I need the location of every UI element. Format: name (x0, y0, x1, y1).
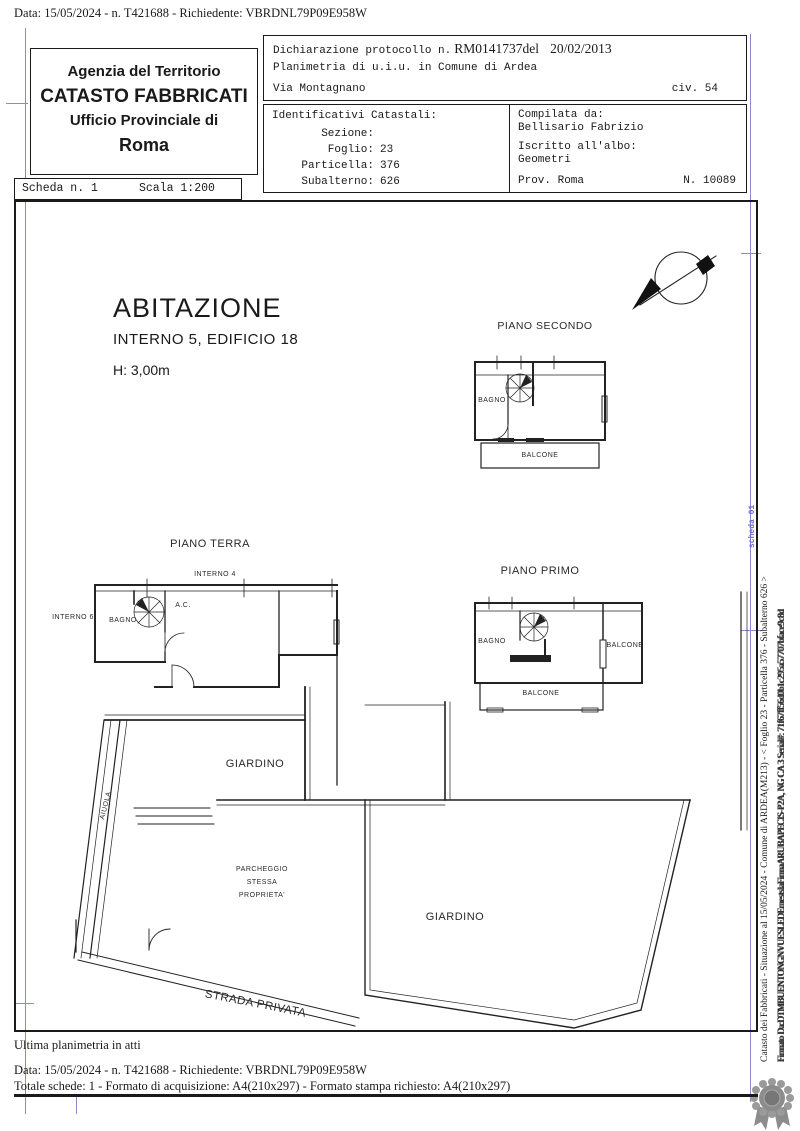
plan-subtitle: INTERNO 5, EDIFICIO 18 (113, 331, 299, 348)
footer-rule (14, 1094, 758, 1097)
agency-line-3: Ufficio Provinciale di (69, 112, 219, 130)
plan-title: ABITAZIONE (113, 293, 282, 323)
identifier-row-label: Sezione: (321, 128, 374, 140)
right-margin-signature-line: Firmato Da:DTMBUENTONGNVUESLEDErnestslaFirmaARUBAPECIS-P2A, NG CA 3 Serial#: 71f67ff56d0b1c295a57707bface9c8d (776, 609, 786, 1062)
registration-tick (6, 103, 28, 104)
identifier-row-label: Subalterno: (301, 176, 374, 188)
parcheggio-label-line1: PARCHEGGIO (236, 866, 288, 873)
declaration-civic: civ. 54 (671, 83, 718, 95)
interno-4-label: INTERNO 4 (194, 571, 236, 578)
agency-header-box (30, 48, 258, 175)
bagno-secondo-label: BAGNO (478, 397, 506, 404)
compiler-prov: Prov. Roma (518, 175, 585, 187)
piano-primo-label: PIANO PRIMO (500, 565, 580, 577)
scheda-scala-bar (14, 178, 242, 200)
footer-line-2: Data: 15/05/2024 - n. T421688 - Richiedente: VBRDNL79P09E958W (14, 1063, 367, 1077)
top-meta-line: Data: 15/05/2024 - n. T421688 - Richiedente: VBRDNL79P09E958W (14, 6, 367, 20)
agency-line-4: Roma (118, 135, 169, 156)
compiler-box (509, 104, 747, 193)
identifier-row-label: Particella: (301, 160, 374, 172)
gate-arc-icon (149, 929, 170, 950)
signature-seal-icon (746, 1076, 798, 1131)
scala-value: Scala 1:200 (139, 182, 215, 195)
declaration-box (263, 35, 747, 101)
strada-privata-label: STRADA PRIVATA (203, 988, 308, 1020)
door-arc-icon (165, 633, 184, 652)
giardino-upper-label: GIARDINO (225, 758, 285, 770)
door-arc-icon (493, 424, 508, 439)
scheda-number: Scheda n. 1 (22, 182, 98, 195)
footer-line-1: Ultima planimetria in atti (14, 1038, 141, 1052)
balcone-secondo-label: BALCONE (521, 452, 559, 459)
bagno-primo-label: BAGNO (478, 638, 506, 645)
identifiers-title: Identificativi Catastali: (272, 110, 438, 122)
aiuola-label: AIUOLA (99, 790, 113, 821)
agency-line-2: CATASTO FABBRICATI (40, 85, 248, 107)
agency-line-1: Agenzia del Territorio (67, 63, 221, 80)
compiler-number: N. 10089 (683, 175, 736, 187)
identifier-row-value: 23 (380, 144, 394, 156)
right-margin-situation-line: Catasto dei Fabbricati - Situazione al 15/05/2024 - Comune di ARDEA(M213) - < Foglio 23 - Particella 376 - Subalterno 626 > (760, 576, 770, 1062)
declaration-line-2: Planimetria di u.i.u. in Comune di Ardea (273, 62, 538, 74)
balcone-primo-right-label: BALCONE (606, 642, 644, 649)
footer-line-3: Totale schede: 1 - Formato di acquisizione: A4(210x297) - Formato stampa richiesto: A4(210x297) (14, 1079, 511, 1093)
plan-height-note: H: 3,00m (113, 362, 170, 378)
piano-secondo-label: PIANO SECONDO (497, 320, 593, 332)
north-arrow-icon (632, 252, 716, 310)
compiler-register-value: Geometri (518, 154, 571, 166)
bagno-terra-label: BAGNO (109, 617, 137, 624)
floorplan-drawing (14, 200, 758, 1032)
balcone-primo-bottom-label: BALCONE (522, 690, 560, 697)
identifier-row-label: Foglio: (327, 144, 374, 156)
spiral-stair-icon (520, 613, 548, 641)
protocol-label: Dichiarazione protocollo n. (273, 45, 452, 57)
protocol-date: 20/02/2013 (550, 41, 612, 56)
protocol-number: RM0141737del (454, 41, 540, 56)
compiler-label: Compilata da: (518, 109, 604, 121)
parcheggio-label-line3: PROPRIETA' (238, 892, 286, 899)
identifier-row-value: 626 (380, 176, 400, 188)
cadastral-identifiers-box (263, 104, 511, 193)
piano-terra-label: PIANO TERRA (170, 538, 250, 550)
giardino-lower-label: GIARDINO (425, 911, 485, 923)
compiler-name: Bellisario Fabrizio (518, 122, 644, 134)
interno-6-label: INTERNO 6 (52, 614, 94, 621)
declaration-street: Via Montagnano (273, 83, 366, 95)
identifier-row-value: 376 (380, 160, 400, 172)
compiler-register-label: Iscritto all'albo: (518, 141, 637, 153)
right-margin-scheda-note: scheda 01 (748, 504, 757, 548)
ac-label: A.C. (175, 602, 191, 609)
door-arc-icon (172, 665, 194, 687)
registration-tick (76, 1096, 77, 1114)
parcheggio-label-line2: STESSA (246, 879, 278, 886)
